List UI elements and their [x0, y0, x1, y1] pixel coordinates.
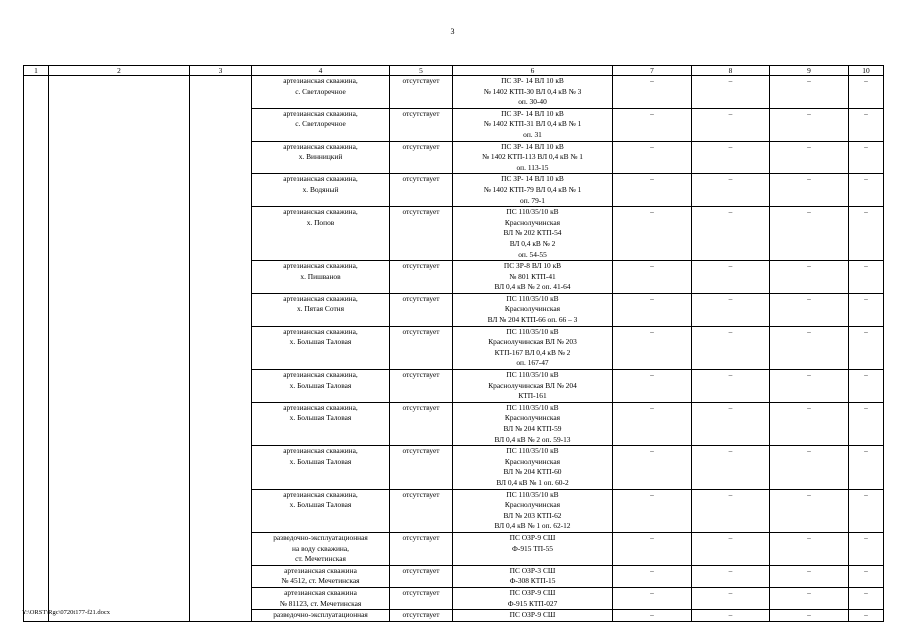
- c9-cell: –: [770, 610, 849, 622]
- c6-cell: ПС 110/35/10 кВ Краснолучинская ВЛ № 203 КТП-62 ВЛ 0,4 кВ № 1 оп. 62-12: [453, 489, 613, 532]
- c10-cell: –: [849, 370, 884, 403]
- c4-cell: артезианская скважина, с. Светлоречное: [252, 108, 390, 141]
- c8-cell: –: [692, 402, 770, 445]
- c4-cell: артезианская скважина, х. Пятая Сотня: [252, 293, 390, 326]
- c9-cell: –: [770, 565, 849, 587]
- c10-cell: –: [849, 293, 884, 326]
- c10-cell: –: [849, 446, 884, 489]
- c5-cell: отсутствует: [390, 402, 453, 445]
- c5-cell: отсутствует: [390, 174, 453, 207]
- c8-cell: –: [692, 610, 770, 622]
- c4-cell: артезианская скважина, х. Большая Таловая: [252, 326, 390, 369]
- c9-cell: –: [770, 489, 849, 532]
- c6-cell: ПС ОЗР-9 СШ Ф-915 ТП-55: [453, 532, 613, 565]
- c6-cell: ПС 110/35/10 кВ Краснолучинская ВЛ № 204 КТП-59 ВЛ 0,4 кВ № 2 оп. 59-13: [453, 402, 613, 445]
- c4-cell: разведочно-эксплуатационная на воду скважина, ст. Мечетинская: [252, 532, 390, 565]
- c4-cell: артезианская скважина № 4512, ст. Мечетинская: [252, 565, 390, 587]
- c4-cell: артезианская скважина № 81123, ст. Мечетинская: [252, 587, 390, 609]
- table-row: [24, 76, 884, 109]
- c9-cell: –: [770, 141, 849, 174]
- c8-cell: –: [692, 174, 770, 207]
- c9-cell: –: [770, 207, 849, 261]
- c10-cell: –: [849, 402, 884, 445]
- c7-cell: –: [613, 293, 692, 326]
- c10-cell: –: [849, 261, 884, 294]
- c7-cell: –: [613, 76, 692, 109]
- col2-cell: [49, 76, 190, 622]
- c7-cell: –: [613, 108, 692, 141]
- c8-cell: –: [692, 76, 770, 109]
- c9-cell: –: [770, 446, 849, 489]
- c7-cell: –: [613, 141, 692, 174]
- c6-cell: ПС ЗР- 14 ВЛ 10 кВ № 1402 КТП-79 ВЛ 0,4 кВ № 1 оп. 79-1: [453, 174, 613, 207]
- c9-cell: –: [770, 402, 849, 445]
- c5-cell: отсутствует: [390, 532, 453, 565]
- c5-cell: отсутствует: [390, 108, 453, 141]
- header-cell: 8: [692, 66, 770, 76]
- c7-cell: –: [613, 489, 692, 532]
- c8-cell: –: [692, 489, 770, 532]
- c8-cell: –: [692, 532, 770, 565]
- footer-file-path: Y:\ORST\Rgc\0720t177-f21.docx: [22, 609, 111, 616]
- c7-cell: –: [613, 207, 692, 261]
- header-cell: 9: [770, 66, 849, 76]
- c10-cell: –: [849, 565, 884, 587]
- header-cell: 3: [190, 66, 252, 76]
- c7-cell: –: [613, 565, 692, 587]
- col1-cell: [24, 76, 49, 622]
- c10-cell: –: [849, 108, 884, 141]
- c10-cell: –: [849, 174, 884, 207]
- c5-cell: отсутствует: [390, 370, 453, 403]
- c9-cell: –: [770, 174, 849, 207]
- c5-cell: отсутствует: [390, 489, 453, 532]
- c4-cell: артезианская скважина, х. Водяный: [252, 174, 390, 207]
- c8-cell: –: [692, 207, 770, 261]
- c9-cell: –: [770, 326, 849, 369]
- c4-cell: артезианская скважина, х. Большая Таловая: [252, 370, 390, 403]
- c5-cell: отсутствует: [390, 565, 453, 587]
- c6-cell: ПС 110/35/10 кВ Краснолучинская ВЛ № 204 КТП-161: [453, 370, 613, 403]
- c8-cell: –: [692, 326, 770, 369]
- c6-cell: ПС 110/35/10 кВ Краснолучинская ВЛ № 204 КТП-66 оп. 66 – 3: [453, 293, 613, 326]
- c4-cell: артезианская скважина, х. Большая Таловая: [252, 402, 390, 445]
- c4-cell: разведочно-эксплуатационная: [252, 610, 390, 622]
- c8-cell: –: [692, 587, 770, 609]
- c9-cell: –: [770, 76, 849, 109]
- c6-cell: ПС ОЗР-9 СШ: [453, 610, 613, 622]
- c4-cell: артезианская скважина, х. Большая Таловая: [252, 446, 390, 489]
- c10-cell: –: [849, 326, 884, 369]
- c7-cell: –: [613, 326, 692, 369]
- c8-cell: –: [692, 565, 770, 587]
- c8-cell: –: [692, 446, 770, 489]
- c6-cell: ПС ЗР-8 ВЛ 10 кВ № 801 КТП-41 ВЛ 0,4 кВ № 2 оп. 41-64: [453, 261, 613, 294]
- c6-cell: ПС ЗР- 14 ВЛ 10 кВ № 1402 КТП-30 ВЛ 0,4 кВ № 3 оп. 30-40: [453, 76, 613, 109]
- c4-cell: артезианская скважина, х. Пишванов: [252, 261, 390, 294]
- c5-cell: отсутствует: [390, 293, 453, 326]
- c6-cell: ПС ОЗР-9 СШ Ф-915 КТП-027: [453, 587, 613, 609]
- header-cell: 10: [849, 66, 884, 76]
- c8-cell: –: [692, 141, 770, 174]
- c9-cell: –: [770, 532, 849, 565]
- c6-cell: ПС ОЗР-3 СШ Ф-308 КТП-15: [453, 565, 613, 587]
- c10-cell: –: [849, 587, 884, 609]
- page-number: 3: [450, 27, 455, 36]
- c9-cell: –: [770, 370, 849, 403]
- c7-cell: –: [613, 261, 692, 294]
- c5-cell: отсутствует: [390, 207, 453, 261]
- c5-cell: отсутствует: [390, 261, 453, 294]
- c8-cell: –: [692, 261, 770, 294]
- c9-cell: –: [770, 261, 849, 294]
- c5-cell: отсутствует: [390, 610, 453, 622]
- header-cell: 6: [453, 66, 613, 76]
- c5-cell: отсутствует: [390, 587, 453, 609]
- c7-cell: –: [613, 370, 692, 403]
- c7-cell: –: [613, 446, 692, 489]
- c7-cell: –: [613, 402, 692, 445]
- c10-cell: –: [849, 207, 884, 261]
- col3-cell: [190, 76, 252, 622]
- c9-cell: –: [770, 293, 849, 326]
- header-cell: 4: [252, 66, 390, 76]
- c8-cell: –: [692, 108, 770, 141]
- c5-cell: отсутствует: [390, 446, 453, 489]
- c4-cell: артезианская скважина, х. Большая Таловая: [252, 489, 390, 532]
- header-cell: 1: [24, 66, 49, 76]
- c6-cell: ПС ЗР- 14 ВЛ 10 кВ № 1402 КТП-113 ВЛ 0,4 кВ № 1 оп. 113-15: [453, 141, 613, 174]
- c4-cell: артезианская скважина, с. Светлоречное: [252, 76, 390, 109]
- c7-cell: –: [613, 174, 692, 207]
- c5-cell: отсутствует: [390, 141, 453, 174]
- table-header-row: [24, 66, 884, 76]
- c6-cell: ПС 110/35/10 кВ Краснолучинская ВЛ № 202 КТП-54 ВЛ 0,4 кВ № 2 оп. 54-55: [453, 207, 613, 261]
- c9-cell: –: [770, 108, 849, 141]
- c10-cell: –: [849, 76, 884, 109]
- c10-cell: –: [849, 610, 884, 622]
- c5-cell: отсутствует: [390, 326, 453, 369]
- c4-cell: артезианская скважина, х. Винницкий: [252, 141, 390, 174]
- c8-cell: –: [692, 370, 770, 403]
- c9-cell: –: [770, 587, 849, 609]
- c8-cell: –: [692, 293, 770, 326]
- header-cell: 7: [613, 66, 692, 76]
- c6-cell: ПС ЗР- 14 ВЛ 10 кВ № 1402 КТП-31 ВЛ 0,4 кВ № 1 оп. 31: [453, 108, 613, 141]
- c10-cell: –: [849, 532, 884, 565]
- c10-cell: –: [849, 141, 884, 174]
- c4-cell: артезианская скважина, х. Попов: [252, 207, 390, 261]
- c7-cell: –: [613, 532, 692, 565]
- c7-cell: –: [613, 610, 692, 622]
- c10-cell: –: [849, 489, 884, 532]
- c7-cell: –: [613, 587, 692, 609]
- document-table: [23, 65, 884, 622]
- c6-cell: ПС 110/35/10 кВ Краснолучинская ВЛ № 203 КТП-167 ВЛ 0,4 кВ № 2 оп. 167-47: [453, 326, 613, 369]
- header-cell: 5: [390, 66, 453, 76]
- c5-cell: отсутствует: [390, 76, 453, 109]
- c6-cell: ПС 110/35/10 кВ Краснолучинская ВЛ № 204 КТП-60 ВЛ 0,4 кВ № 1 оп. 60-2: [453, 446, 613, 489]
- header-cell: 2: [49, 66, 190, 76]
